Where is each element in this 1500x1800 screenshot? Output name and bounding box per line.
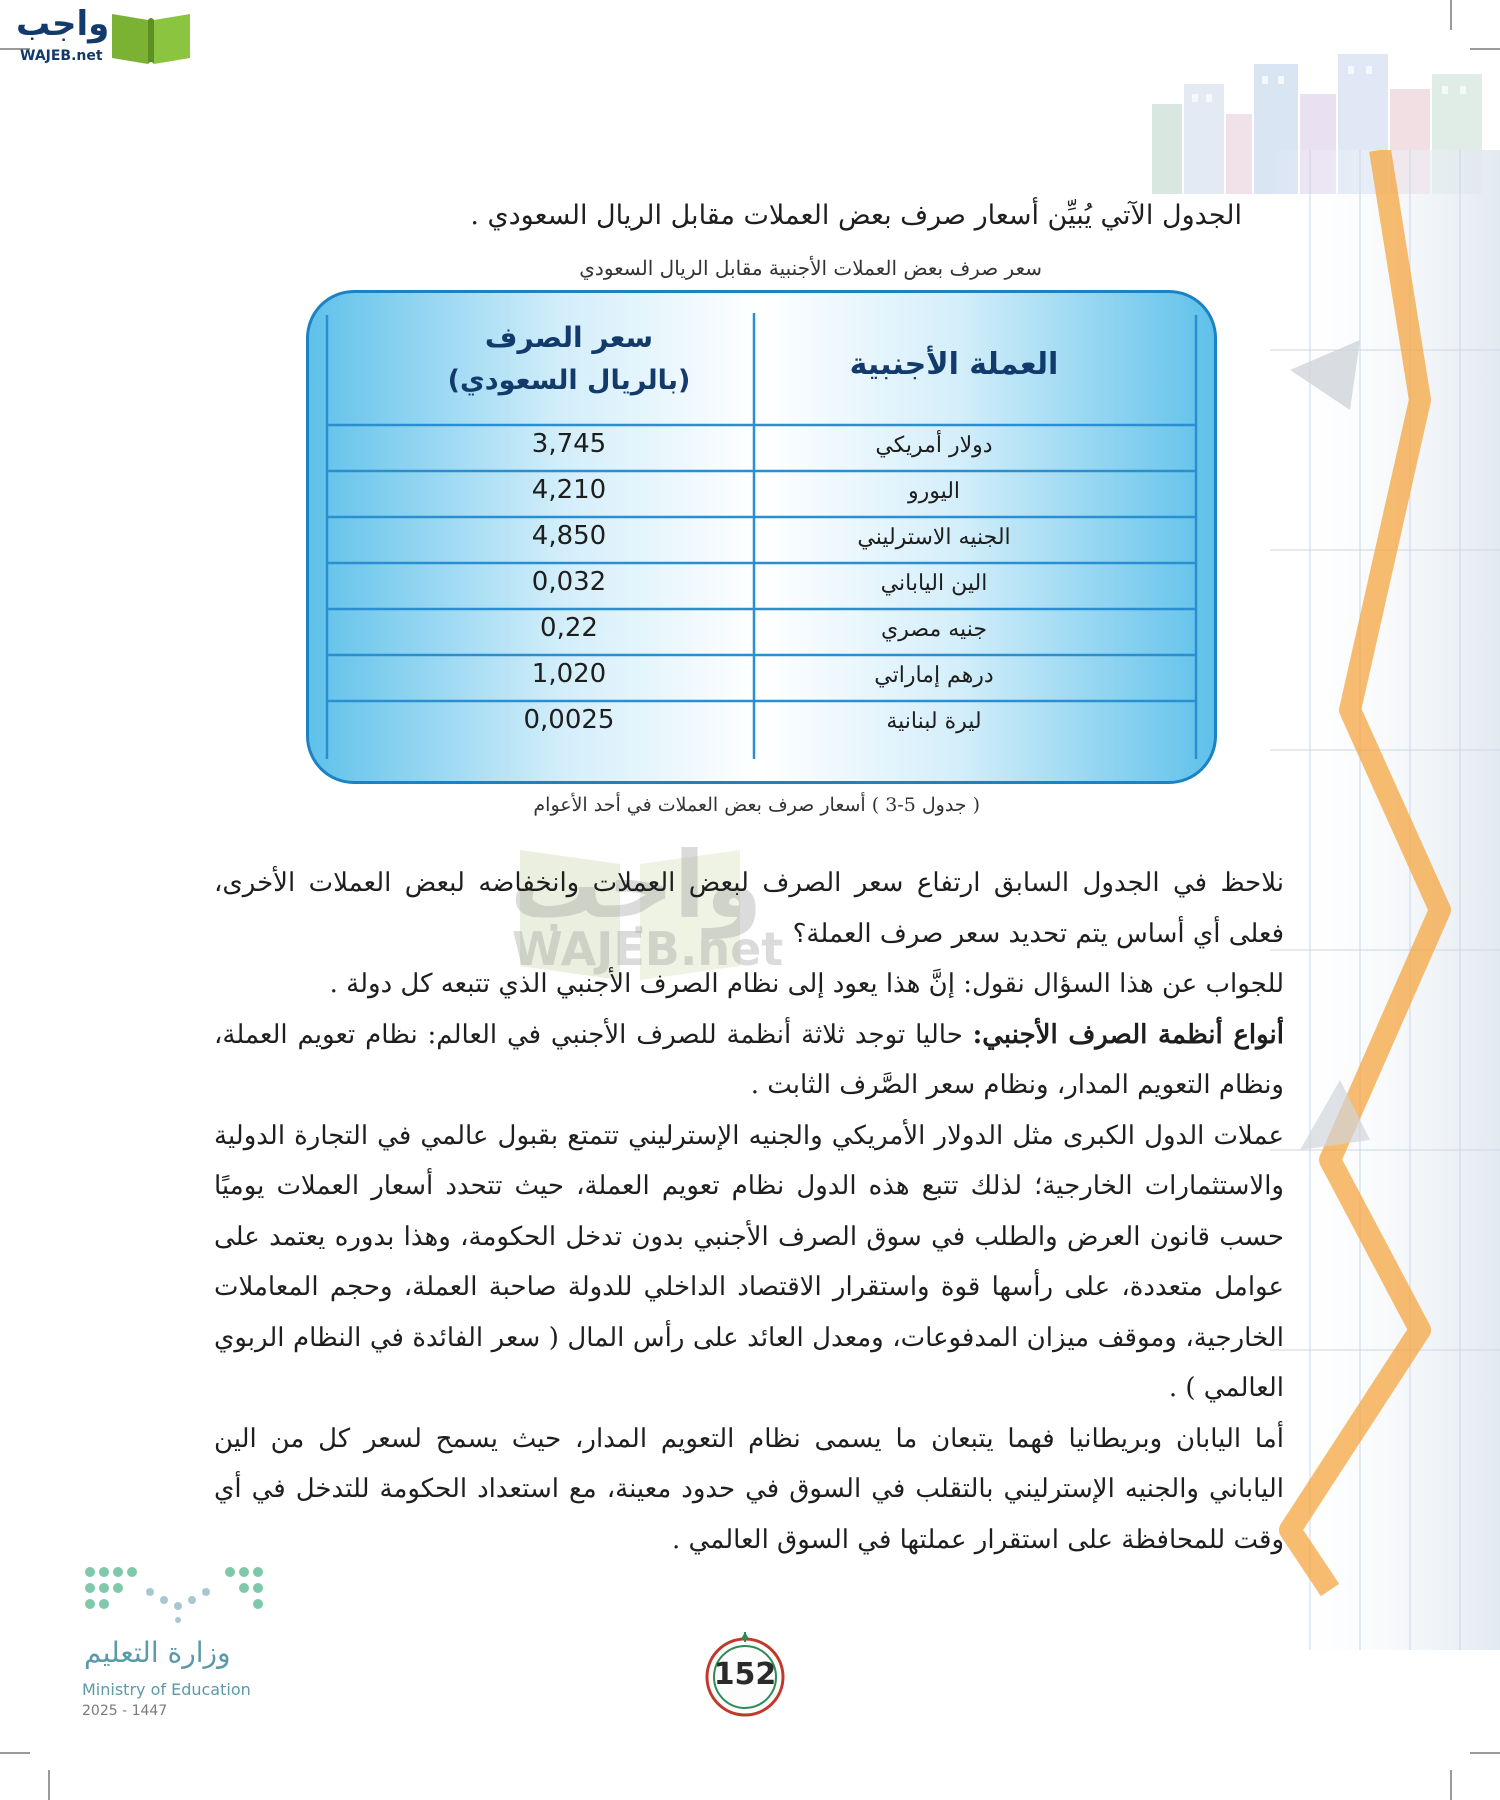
growth-arrow-decoration	[1270, 150, 1500, 1650]
rate-cell: 4,850	[531, 521, 607, 551]
crop-mark	[0, 1752, 30, 1754]
section-text: حاليا توجد ثلاثة أنظمة للصرف الأجنبي في العالم: نظام تعويم العملة، ونظام التعويم المدار، ونظام سعر الصَّرف الثابت .	[214, 1019, 1284, 1100]
intro-text: الجدول الآتي يُبيِّن أسعار صرف بعض العملات مقابل الريال السعودي .	[470, 200, 1242, 231]
paragraph-managed-float: أما اليابان وبريطانيا فهما يتبعان ما يسمى نظام التعويم المدار، حيث يسمح لسعر كل من الين الياباني والجنيه الإسترليني بالتقلب في السوق في حدود معينة، مع استعداد الحكومة للتدخل في أي وقت للمحافظة على استقرار عملتها في السوق العالمي .	[214, 1423, 1284, 1555]
table-caption: ( جدول 5-3 ) أسعار صرف بعض العملات في أحد الأعوام	[533, 794, 980, 816]
paragraph-exchange-systems	[214, 1010, 1284, 1111]
currency-cell: ليرة لبنانية	[886, 709, 982, 734]
rate-cell: 0,0025	[523, 705, 615, 735]
logo-subtitle: WAJEB.net	[20, 48, 103, 64]
currency-cell: دولار أمريكي	[875, 433, 993, 458]
header-rate-title: سعر الصرف	[484, 321, 654, 354]
header-currency: العملة الأجنبية	[849, 347, 1059, 382]
currency-cell: الجنيه الاسترليني	[857, 525, 1011, 550]
logo-wordmark: واجب	[16, 4, 110, 44]
ministry-year: 2025 - 1447	[82, 1703, 168, 1719]
rate-cell: 1,020	[531, 659, 607, 689]
ministry-name-english: Ministry of Education	[82, 1680, 251, 1699]
watermark-subtitle: WAJEB.net	[512, 922, 784, 976]
book-icon	[108, 6, 194, 66]
rate-cell: 0,22	[540, 613, 598, 643]
rate-cell: 3,745	[531, 429, 607, 459]
crop-mark	[1470, 1752, 1500, 1754]
currency-cell: درهم إماراتي	[874, 663, 994, 688]
paragraph-answer: للجواب عن هذا السؤال نقول: إنَّ هذا يعود إلى نظام الصرف الأجنبي الذي تتبعه كل دولة .	[329, 969, 1284, 999]
wajeb-logo	[8, 4, 193, 70]
rate-cell: 4,210	[531, 475, 607, 505]
ministry-logo-icon	[80, 1562, 270, 1632]
paragraph-observation: نلاحظ في الجدول السابق ارتفاع سعر الصرف لبعض العملات وانخفاضه لبعض العملات الأخرى، فعلى أي أساس يتم تحديد سعر صرف العملة؟	[214, 868, 1284, 949]
currency-cell: الين الياباني	[880, 571, 988, 596]
crop-mark	[1450, 1770, 1452, 1800]
ministry-name-arabic: وزارة التعليم	[84, 1636, 231, 1669]
currency-cell: اليورو	[907, 479, 961, 504]
crop-mark	[1450, 0, 1452, 30]
crop-mark	[48, 1770, 50, 1800]
exchange-rate-table	[306, 290, 1217, 784]
page-number: 152	[713, 1657, 777, 1692]
rate-cell: 0,032	[531, 567, 607, 597]
table-title: سعر صرف بعض العملات الأجنبية مقابل الريال السعودي	[579, 256, 1042, 280]
watermark-wordmark: واجب	[510, 832, 763, 939]
currency-cell: جنيه مصري	[881, 617, 987, 642]
paragraph-floating: عملات الدول الكبرى مثل الدولار الأمريكي والجنيه الإسترليني تتمتع بقبول عالمي في التجارة الدولية والاستثمارات الخارجية؛ لذلك تتبع هذه الدول نظام تعويم العملة، حيث تتحدد أسعار العملات يوميًا حسب قانون العرض والطلب في سوق الصرف الأجنبي بدون تدخل الحكومة، وهذا بدوره يعتمد على عوامل متعددة، على رأسها قوة واستقرار الاقتصاد الداخلي للدولة صاحبة العملة، وحجم المعاملات الخارجية، وموقف ميزان المدفوعات، ومعدل العائد على رأس المال ( سعر الفائدة في النظام الربوي العالمي ) .	[214, 1120, 1284, 1403]
body-text	[214, 858, 1284, 1565]
section-heading: أنواع أنظمة الصرف الأجنبي:	[972, 1019, 1284, 1050]
header-rate-unit: (بالريال السعودي)	[447, 365, 691, 396]
